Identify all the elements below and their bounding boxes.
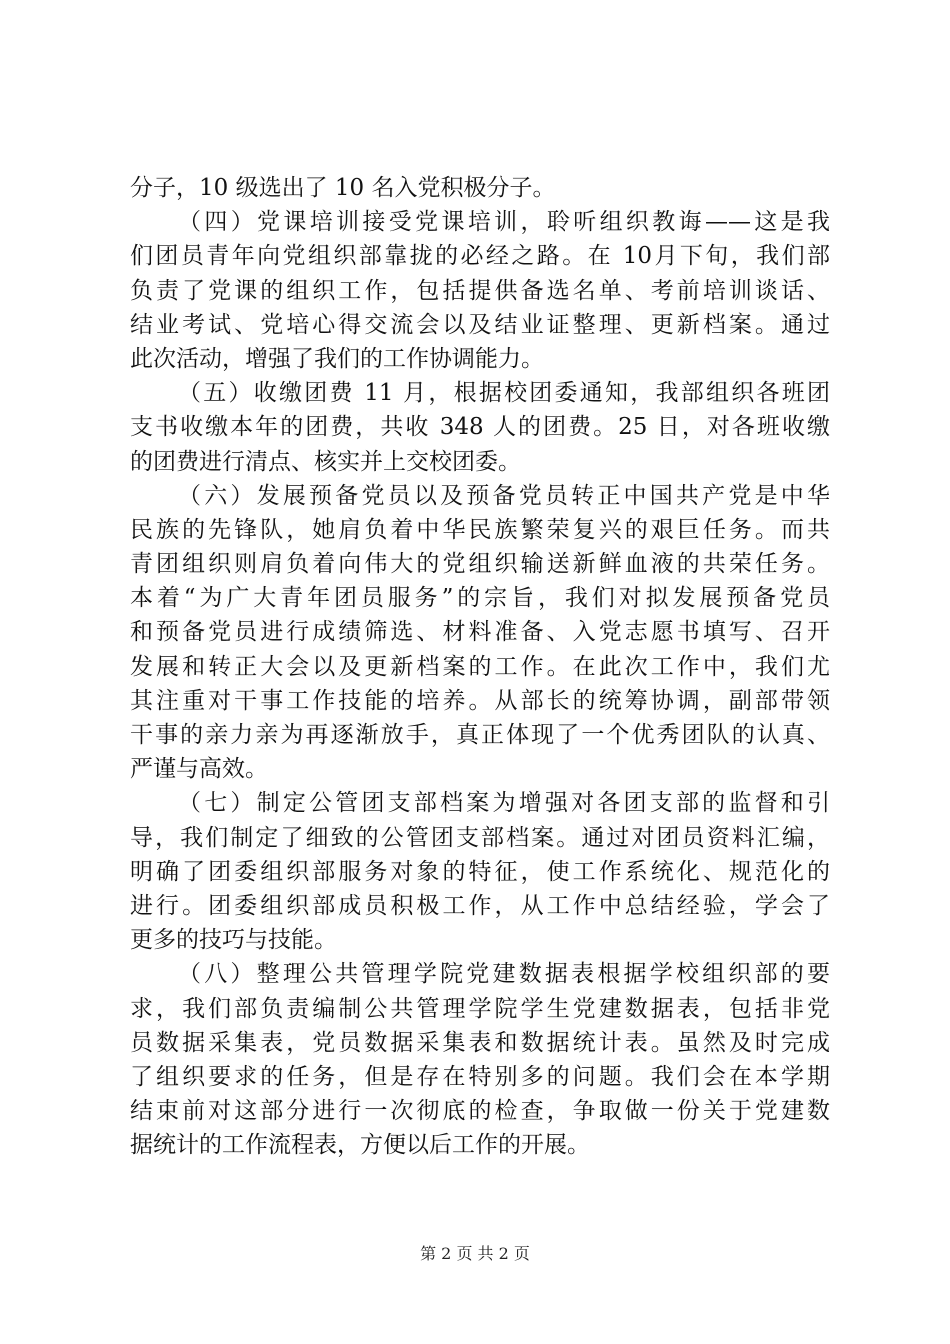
text-line: 发展和转正大会以及更新档案的工作。在此次工作中，我们尤 <box>130 653 830 680</box>
text-line: 其注重对干事工作技能的培养。从部长的统筹协调，副部带领 <box>130 687 830 714</box>
text-line: 结束前对这部分进行一次彻底的检查，争取做一份关于党建数 <box>130 1098 830 1125</box>
text-line: 的团费进行清点、核实并上交校团委。 <box>130 448 521 475</box>
text-line: 据统计的工作流程表，方便以后工作的开展。 <box>130 1132 590 1159</box>
text-line: 和预备党员进行成绩筛选、材料准备、入党志愿书填写、召开 <box>130 619 830 646</box>
text-line: 明确了团委组织部服务对象的特征，使工作系统化、规范化的 <box>130 858 830 885</box>
text-line: 负责了党课的组织工作，包括提供备选名单、考前培训谈话、 <box>130 277 830 304</box>
text-line: 求，我们部负责编制公共管理学院学生党建数据表，包括非党 <box>130 995 830 1022</box>
text-line: 分子，10 级选出了 10 名入党积极分子。 <box>130 175 556 201</box>
text-line: 此次活动，增强了我们的工作协调能力。 <box>130 345 544 372</box>
text-line: 青团组织则肩负着向伟大的党组织输送新鲜血液的共荣任务。 <box>130 551 830 578</box>
document-body <box>130 171 830 1162</box>
text-line: 支书收缴本年的团费，共收 348 人的团费。25 日，对各班收缴 <box>130 414 830 441</box>
text-line: （六）发展预备党员以及预备党员转正中国共产党是中华 <box>178 482 830 509</box>
text-line: 结业考试、党培心得交流会以及结业证整理、更新档案。通过 <box>130 311 830 338</box>
text-line: （七）制定公管团支部档案为增强对各团支部的监督和引 <box>178 790 830 817</box>
text-line: 民族的先锋队，她肩负着中华民族繁荣复兴的艰巨任务。而共 <box>130 516 830 543</box>
text-line: 更多的技巧与技能。 <box>130 927 337 954</box>
text-line: 们团员青年向党组织部靠拢的必经之路。在 10月下旬，我们部 <box>130 243 830 270</box>
page-footer: 第 2 页 共 2 页 <box>420 1244 530 1263</box>
text-line: 进行。团委组织部成员积极工作，从工作中总结经验，学会了 <box>130 892 830 919</box>
text-line: 本着“为广大青年团员服务”的宗旨，我们对拟发展预备党员 <box>130 585 830 612</box>
text-line: 导，我们制定了细致的公管团支部档案。通过对团员资料汇编， <box>130 824 830 851</box>
text-line: 干事的亲力亲为再逐渐放手，真正体现了一个优秀团队的认真、 <box>130 722 830 748</box>
text-line: 了组织要求的任务，但是存在特别多的问题。我们会在本学期 <box>130 1063 830 1090</box>
text-line: （八）整理公共管理学院党建数据表根据学校组织部的要 <box>178 961 830 988</box>
text-line: 员数据采集表，党员数据采集表和数据统计表。虽然及时完成 <box>130 1029 830 1056</box>
text-line: 严谨与高效。 <box>130 756 268 783</box>
text-line: （五）收缴团费 11 月，根据校团委通知，我部组织各班团 <box>178 380 830 407</box>
text-line: （四）党课培训接受党课培训，聆听组织教诲——这是我 <box>178 209 830 236</box>
